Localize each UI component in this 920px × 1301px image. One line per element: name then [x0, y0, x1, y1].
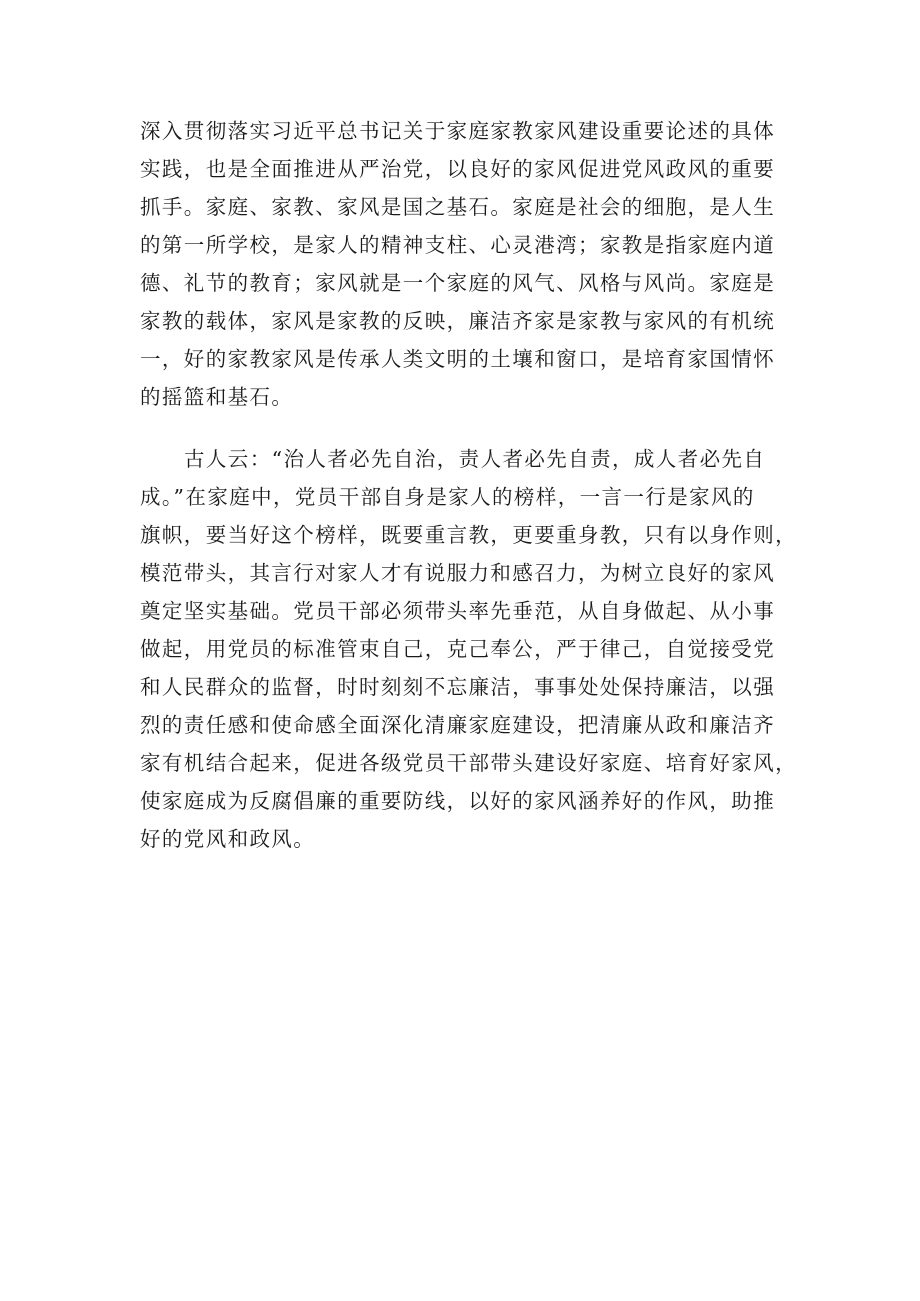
paragraph-1: [140, 112, 780, 416]
text-line: 做起，用党员的标准管束自己，克己奉公，严于律己，自觉接受党: [140, 637, 776, 661]
text-line: 使家庭成为反腐倡廉的重要防线，以好的家风涵养好的作风，助推: [140, 789, 776, 813]
text-line: 家教的载体，家风是家教的反映，廉洁齐家是家教与家风的有机统: [140, 309, 776, 333]
document-body: [140, 112, 797, 858]
text-line: 家有机结合起来，促进各级党员干部带头建设好家庭、培育好家风，: [140, 751, 797, 775]
text-line: 奠定坚实基础。党员干部必须带头率先垂范，从自身做起、从小事: [140, 599, 776, 623]
text-line: 模范带头，其言行对家人才有说服力和感召力，为树立良好的家风: [140, 561, 776, 585]
text-line: 德、礼节的教育；家风就是一个家庭的风气、风格与风尚。家庭是: [140, 271, 776, 295]
text-line: 的第一所学校，是家人的精神支柱、心灵港湾；家教是指家庭内道: [140, 233, 776, 257]
text-line: 旗帜，要当好这个榜样，既要重言教，更要重身教，只有以身作则，: [140, 523, 797, 547]
text-line-indented: 古人云：“治人者必先自治，责人者必先自责，成人者必先自: [184, 447, 766, 471]
text-line: 抓手。家庭、家教、家风是国之基石。家庭是社会的细胞，是人生: [140, 195, 776, 219]
text-line: 的摇篮和基石。: [140, 385, 294, 409]
text-line: 烈的责任感和使命感全面深化清廉家庭建设，把清廉从政和廉洁齐: [140, 713, 776, 737]
text-line: 和人民群众的监督，时时刻刻不忘廉洁，事事处处保持廉洁，以强: [140, 675, 776, 699]
paragraph-2: [140, 440, 797, 858]
text-line: 好的党风和政风。: [140, 827, 316, 851]
text-line: 一，好的家教家风是传承人类文明的土壤和窗口，是培育家国情怀: [140, 347, 776, 371]
text-line: 实践，也是全面推进从严治党，以良好的家风促进党风政风的重要: [140, 157, 776, 181]
text-line: 深入贯彻落实习近平总书记关于家庭家教家风建设重要论述的具体: [140, 119, 776, 143]
text-line: 成。”在家庭中，党员干部自身是家人的榜样，一言一行是家风的: [140, 485, 755, 509]
